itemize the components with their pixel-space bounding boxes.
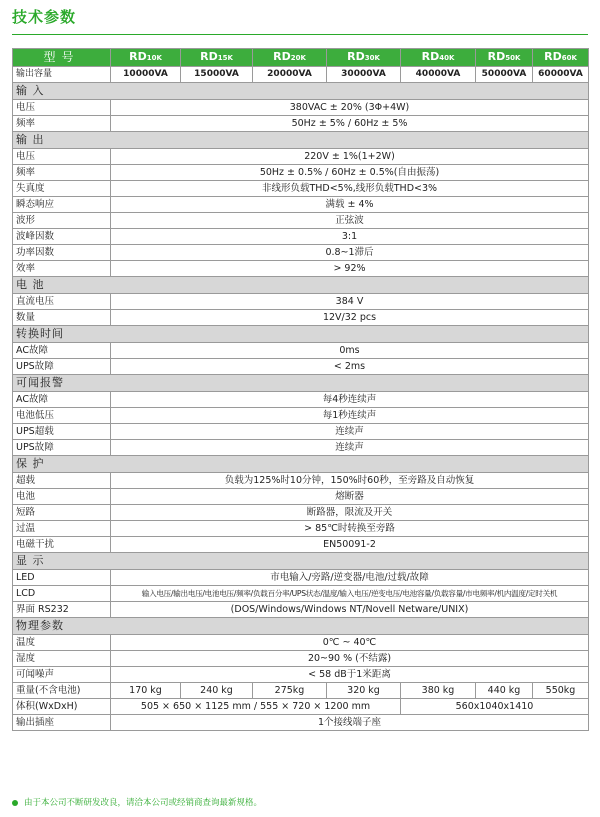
table-row [13,310,589,326]
row-value: 输入电压/输出电压/电池电压/频率/负载百分率/UPS状态/温度/输入电压/逆变电压/电池容量/负载容量/市电频率/机内温度/定时关机 [111,586,589,602]
section-output [13,132,589,149]
section-title: 转换时间 [13,326,589,343]
row-value: 市电输入/旁路/逆变器/电池/过载/故障 [111,570,589,586]
capacity-value: 50000VA [476,67,533,83]
row-value: 50Hz ± 0.5% / 60Hz ± 0.5%(自由振荡) [111,165,589,181]
row-label: 频率 [13,165,111,181]
table-row [13,473,589,489]
row-value: (DOS/Windows/Windows NT/Novell Netware/UNIX) [111,602,589,618]
table-row [13,537,589,553]
table-row [13,505,589,521]
row-label: 功率因数 [13,245,111,261]
section-title: 可闻报警 [13,375,589,392]
section-title: 电 池 [13,277,589,294]
row-value: < 58 dB于1米距离 [111,667,589,683]
row-label: 电压 [13,149,111,165]
section-title: 保 护 [13,456,589,473]
row-label: 温度 [13,635,111,651]
section-physical [13,618,589,635]
row-label: 界面 RS232 [13,602,111,618]
row-value: > 85℃时转换至旁路 [111,521,589,537]
row-value: 满载 ± 4% [111,197,589,213]
table-row [13,392,589,408]
row-label: AC故障 [13,343,111,359]
row-value: 非线形负载THD<5%,线形负载THD<3% [111,181,589,197]
model-rd15k: RD15K [181,49,253,67]
row-value: 断路器，限流及开关 [111,505,589,521]
row-label: 电磁干扰 [13,537,111,553]
row-label: 体积(WxDxH) [13,699,111,715]
row-value: 3:1 [111,229,589,245]
table-row [13,586,589,602]
table-row [13,359,589,375]
model-label: 型号 [13,49,111,67]
footnote-text: 由于本公司不断研发改良，请洽本公司或经销商查询最新规格。 [24,798,263,808]
model-rd10k: RD10K [111,49,181,67]
capacity-value: 15000VA [181,67,253,83]
row-value: 12V/32 pcs [111,310,589,326]
bullet-icon [12,800,18,806]
table-row [13,667,589,683]
table-row [13,570,589,586]
row-value: 熔断器 [111,489,589,505]
table-row [13,440,589,456]
weight-value: 440 kg [476,683,533,699]
row-value: 384 V [111,294,589,310]
model-rd30k: RD30K [327,49,401,67]
row-value: 每1秒连续声 [111,408,589,424]
row-label: UPS超载 [13,424,111,440]
weight-value: 380 kg [401,683,476,699]
section-title: 物理参数 [13,618,589,635]
table-row [13,149,589,165]
row-label: 频率 [13,116,111,132]
row-label: 瞬态响应 [13,197,111,213]
row-label: 超载 [13,473,111,489]
capacity-value: 30000VA [327,67,401,83]
table-row [13,245,589,261]
table-row [13,197,589,213]
page-title: 技术参数 [12,8,77,26]
title-divider [12,34,588,35]
weight-value: 240 kg [181,683,253,699]
row-value: 50Hz ± 5% / 60Hz ± 5% [111,116,589,132]
row-label: 数量 [13,310,111,326]
table-row [13,408,589,424]
row-label: AC故障 [13,392,111,408]
table-row [13,699,589,715]
row-value: 20~90 % (不结露) [111,651,589,667]
row-label: 短路 [13,505,111,521]
row-label: 失真度 [13,181,111,197]
row-label: UPS故障 [13,359,111,375]
model-rd60k: RD60K [533,49,589,67]
capacity-label: 输出容量 [13,67,111,83]
row-value: 0℃ ~ 40℃ [111,635,589,651]
capacity-value: 20000VA [253,67,327,83]
capacity-row [13,67,589,83]
model-rd40k: RD40K [401,49,476,67]
row-value: < 2ms [111,359,589,375]
row-value: 连续声 [111,440,589,456]
row-label: 直流电压 [13,294,111,310]
section-display [13,553,589,570]
section-alarm [13,375,589,392]
row-value: 1个接线端子座 [111,715,589,731]
capacity-value: 10000VA [111,67,181,83]
row-label: UPS故障 [13,440,111,456]
weight-value: 550kg [533,683,589,699]
table-row [13,261,589,277]
row-label: 电压 [13,100,111,116]
row-value: 0.8~1滞后 [111,245,589,261]
row-label: 波峰因数 [13,229,111,245]
model-header-row [13,49,589,67]
row-label: 输出插座 [13,715,111,731]
row-label: 电池 [13,489,111,505]
capacity-value: 40000VA [401,67,476,83]
table-row [13,683,589,699]
row-label: 过温 [13,521,111,537]
section-title: 输 出 [13,132,589,149]
table-row [13,602,589,618]
table-row [13,100,589,116]
weight-value: 170 kg [111,683,181,699]
table-row [13,229,589,245]
table-row [13,635,589,651]
row-label: 重量(不含电池) [13,683,111,699]
weight-value: 275kg [253,683,327,699]
section-battery [13,277,589,294]
table-row [13,116,589,132]
section-title: 输 入 [13,83,589,100]
row-value: 正弦波 [111,213,589,229]
row-value: EN50091-2 [111,537,589,553]
row-label: 波形 [13,213,111,229]
row-label: LCD [13,586,111,602]
capacity-value: 60000VA [533,67,589,83]
table-row [13,213,589,229]
row-value: 380VAC ± 20% (3Φ+4W) [111,100,589,116]
row-label: 湿度 [13,651,111,667]
section-title: 显 示 [13,553,589,570]
table-row [13,521,589,537]
spec-table [12,48,589,731]
table-row [13,181,589,197]
table-row [13,343,589,359]
table-row [13,651,589,667]
row-value: 每4秒连续声 [111,392,589,408]
row-value: 负载为125%时10分钟，150%时60秒，至旁路及自动恢复 [111,473,589,489]
model-rd20k: RD20K [253,49,327,67]
section-protection [13,456,589,473]
row-value: 0ms [111,343,589,359]
row-value: 505 × 650 × 1125 mm / 555 × 720 × 1200 mm [111,699,401,715]
row-value: > 92% [111,261,589,277]
row-value: 连续声 [111,424,589,440]
row-value: 560x1040x1410 [401,699,589,715]
table-row [13,489,589,505]
row-label: LED [13,570,111,586]
row-label: 效率 [13,261,111,277]
table-row [13,424,589,440]
table-row [13,165,589,181]
section-transfer [13,326,589,343]
row-value: 220V ± 1%(1+2W) [111,149,589,165]
row-label: 可闻噪声 [13,667,111,683]
table-row [13,715,589,731]
weight-value: 320 kg [327,683,401,699]
row-label: 电池低压 [13,408,111,424]
section-input [13,83,589,100]
footnote [12,796,262,808]
table-row [13,294,589,310]
model-rd50k: RD50K [476,49,533,67]
